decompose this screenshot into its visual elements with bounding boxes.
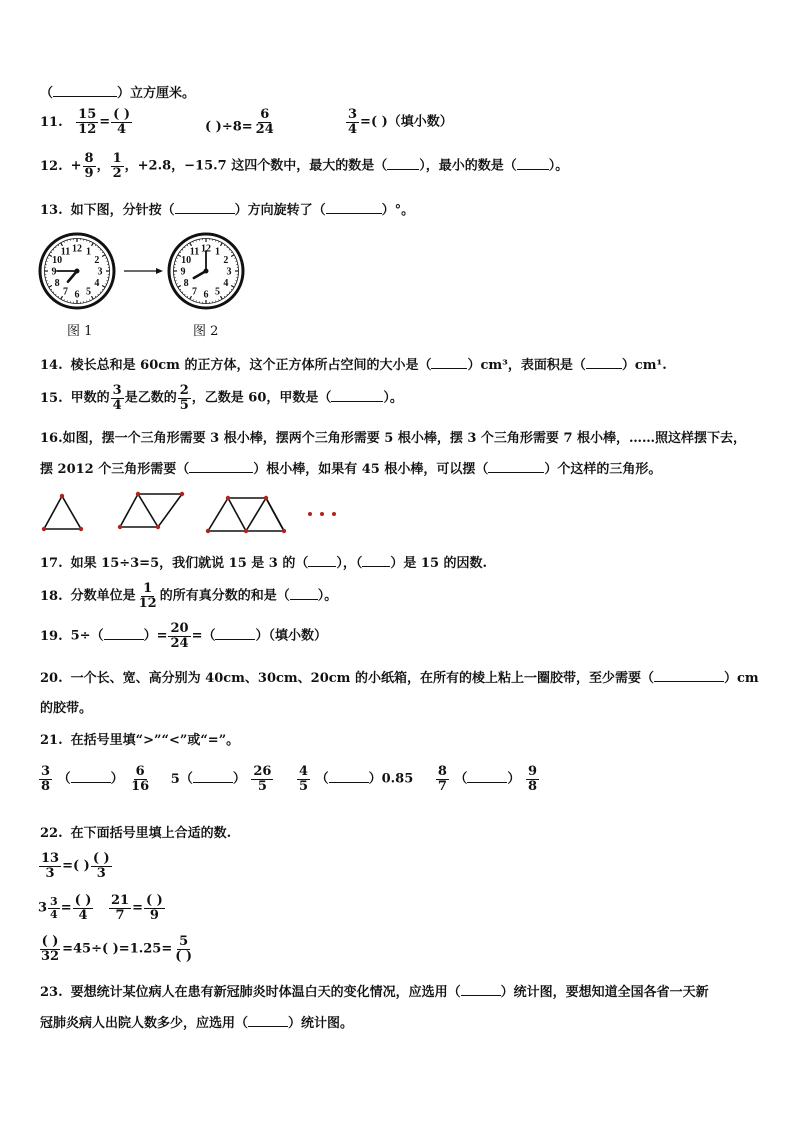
question-12: 12. + $\frac{8}{9}$ ， $\frac{1}{2}$ ，+2.8，−15.7 这四个数中，最大的数是（ ），最小的数是（ ）。 xyxy=(40,151,569,181)
question-23-line1: 23. 要想统计某位病人在患有新冠肺炎时体温白天的变化情况，应选用（ ）统计图，要想知道全国各省一天新 xyxy=(40,981,709,1000)
clock-number: 12 xyxy=(201,243,211,255)
answer-blank[interactable] xyxy=(431,355,467,369)
clock-number: 2 xyxy=(94,255,100,266)
answer-blank[interactable] xyxy=(104,626,144,640)
question-11: 11. $\frac{15}{12}$ = $\frac{( )}{4}$ xyxy=(40,107,130,137)
answer-blank[interactable] xyxy=(290,586,318,600)
clock-number: 8 xyxy=(183,278,189,289)
clock-number: 3 xyxy=(226,266,232,278)
arrow-right-icon xyxy=(124,268,163,274)
answer-blank[interactable] xyxy=(488,459,544,473)
clock-number: 8 xyxy=(54,278,60,289)
question-14: 14. 棱长总和是 60cm 的正方体，这个正方体所占空间的大小是（ ）cm³，表面积是（ ）cm¹. xyxy=(40,354,667,373)
clock-number: 1 xyxy=(215,246,220,258)
question-22: 22. 在下面括号里填上合适的数. xyxy=(40,826,232,841)
answer-blank[interactable] xyxy=(362,553,390,567)
question-22-row2: 3 $\frac{3}{4}$ = $\frac{( )}{4}$ $\frac{21}{7}$ = $\frac{( )}{9}$ xyxy=(38,893,163,923)
question-15: 15. 甲数的 $\frac{3}{4}$ 是乙数的 $\frac{2}{5}$ ，乙数是 60，甲数是（ ）。 xyxy=(40,383,403,413)
continuation-dot xyxy=(332,512,336,516)
question-21: 21. 在括号里填“>”“<”或“=”。 xyxy=(40,733,240,748)
question-22-row3: $\frac{( )}{32}$ =45÷( )=1.25= $\frac{5}{( )}$ xyxy=(41,934,193,964)
answer-blank[interactable] xyxy=(467,769,507,783)
clock-number: 11 xyxy=(189,246,200,258)
continuation-dot xyxy=(320,512,324,516)
answer-blank[interactable] xyxy=(517,156,549,170)
question-23-line2: 冠肺炎病人出院人数多少，应选用（ ）统计图。 xyxy=(40,1012,353,1031)
question-21-comparisons: $\frac{3}{8}$ （ ） $\frac{6}{16}$ 5（ ） $\frac{26}{5}$ $\frac{4}{5}$ （ ）0.85 $\frac{8}{7}$ （ ） $\frac{9}{8}$ xyxy=(41,764,537,794)
answer-blank[interactable] xyxy=(175,200,235,214)
answer-blank[interactable] xyxy=(189,459,253,473)
clock-number: 11 xyxy=(60,246,71,258)
answer-blank[interactable] xyxy=(215,626,255,640)
question-16-line2: 摆 2012 个三角形需要（ ）根小棒，如果有 45 根小棒，可以摆（ ）个这样的三角形。 xyxy=(40,458,661,477)
clock-number: 6 xyxy=(203,289,209,301)
clock-number: 3 xyxy=(97,266,103,278)
question-16-line1: 16.如图，摆一个三角形需要 3 根小棒，摆两个三角形需要 5 根小棒，摆 3 个三角形需要 7 根小棒，……照这样摆下去， xyxy=(40,431,747,446)
clock-number: 7 xyxy=(63,286,68,298)
triangle-1 xyxy=(44,496,81,529)
question-20-line2: 的胶带。 xyxy=(40,701,93,716)
clock-number: 6 xyxy=(74,289,80,301)
question-11-part2: ( )÷8= $\frac{6}{24}$ xyxy=(205,107,274,137)
clock-figures xyxy=(36,228,256,316)
answer-blank[interactable] xyxy=(193,769,233,783)
clock-number: 4 xyxy=(94,278,100,289)
clock-number: 9 xyxy=(180,266,186,278)
question-11-part3: $\frac{3}{4}$ =( )（填小数） xyxy=(348,107,453,137)
question-19: 19. 5÷（ ）= $\frac{20}{24}$ =（ ）（填小数） xyxy=(40,621,327,651)
answer-blank[interactable]: ( ) xyxy=(113,107,130,122)
figure-caption-1: 图 1 xyxy=(67,324,93,339)
clock-number: 4 xyxy=(223,278,229,289)
answer-blank[interactable] xyxy=(387,156,419,170)
clock-number: 9 xyxy=(51,266,57,278)
answer-blank[interactable] xyxy=(248,1013,288,1027)
clock-number: 1 xyxy=(86,246,91,258)
clock-number: 2 xyxy=(223,255,229,266)
clock-2 xyxy=(169,234,243,308)
question-13: 13. 如下图，分针按（ ）方向旋转了（ ）°。 xyxy=(40,199,414,218)
answer-blank[interactable] xyxy=(53,83,117,97)
question-20-line1: 20. 一个长、宽、高分别为 40cm、30cm、20cm 的小纸箱，在所有的棱上粘上一圈胶带，至少需要（ ）cm xyxy=(40,667,759,686)
answer-blank[interactable] xyxy=(331,388,383,402)
figure-caption-2: 图 2 xyxy=(193,324,219,339)
triangles-2 xyxy=(120,494,182,527)
clock-number: 7 xyxy=(192,286,197,298)
question-18: 18. 分数单位是 $\frac{1}{12}$ 的所有真分数的和是（ ）。 xyxy=(40,581,338,611)
question-17: 17. 如果 15÷3=5，我们就说 15 是 3 的（ ），（ ）是 15 的因数. xyxy=(40,552,487,571)
answer-blank[interactable] xyxy=(326,200,382,214)
triangles-3 xyxy=(208,498,284,531)
clock-number: 10 xyxy=(181,255,192,266)
triangle-sticks-figure xyxy=(36,488,346,538)
answer-blank[interactable] xyxy=(586,355,622,369)
answer-blank[interactable] xyxy=(461,982,501,996)
clock-number: 5 xyxy=(215,286,220,298)
clock-number: 12 xyxy=(72,243,82,255)
answer-blank[interactable] xyxy=(71,769,111,783)
continuation-dot xyxy=(308,512,312,516)
answer-blank[interactable] xyxy=(329,769,369,783)
clock-number: 10 xyxy=(52,255,63,266)
line-top: （ ）立方厘米。 xyxy=(40,82,195,101)
answer-blank[interactable] xyxy=(308,553,336,567)
question-22-row1: $\frac{13}{3}$ =( ) $\frac{( )}{3}$ xyxy=(41,851,110,881)
clock-1 xyxy=(40,234,114,308)
answer-blank[interactable] xyxy=(654,668,724,682)
clock-number: 5 xyxy=(86,286,91,298)
